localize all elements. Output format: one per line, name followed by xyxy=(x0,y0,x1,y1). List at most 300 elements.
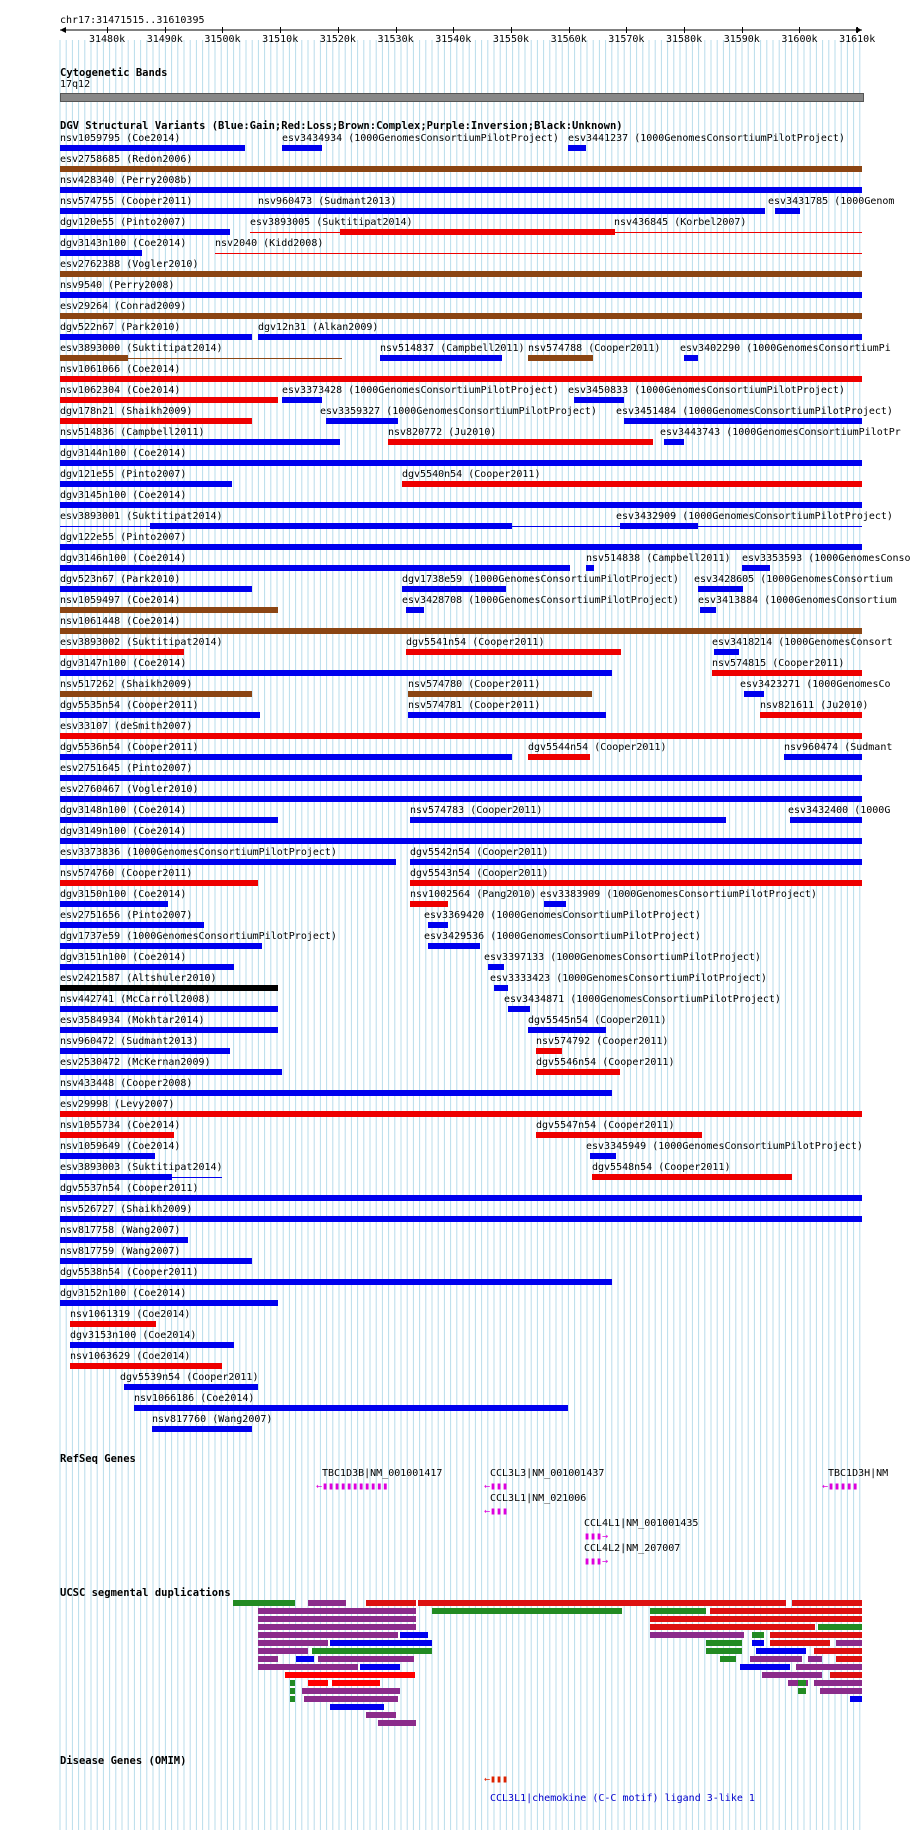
dgv-variant-label[interactable]: esv3893000 (Suktitipat2014) xyxy=(60,343,223,354)
dgv-variant-label[interactable]: esv3353593 (1000GenomesConso xyxy=(742,553,911,564)
dgv-variant-label[interactable]: nsv1061066 (Coe2014) xyxy=(60,364,181,375)
segdup-block[interactable] xyxy=(762,1672,822,1678)
dgv-variant-bar[interactable] xyxy=(700,607,716,613)
dgv-variant-label[interactable]: dgv5536n54 (Cooper2011) xyxy=(60,742,199,753)
dgv-variant-label[interactable]: esv3373836 (1000GenomesConsortiumPilotProject) xyxy=(60,847,337,858)
dgv-variant-bar[interactable] xyxy=(410,817,726,823)
dgv-variant-label[interactable]: esv3450833 (1000GenomesConsortiumPilotProject) xyxy=(568,385,845,396)
gene-label-ccl4l2[interactable]: CCL4L2|NM_207007 xyxy=(584,1543,681,1554)
gene-label-ccl3l1[interactable]: CCL3L1|NM_021006 xyxy=(490,1493,587,1504)
dgv-variant-bar[interactable] xyxy=(60,1216,862,1222)
gene-model-ccl3l1[interactable]: ←▮▮▮ xyxy=(484,1506,509,1517)
dgv-variant-label[interactable]: nsv1055734 (Coe2014) xyxy=(60,1120,181,1131)
dgv-variant-bar[interactable] xyxy=(406,607,424,613)
dgv-variant-bar[interactable] xyxy=(624,418,862,424)
dgv-variant-bar[interactable] xyxy=(60,187,862,193)
dgv-variant-label[interactable]: esv3893002 (Suktitipat2014) xyxy=(60,637,223,648)
segdup-block[interactable] xyxy=(820,1688,862,1694)
dgv-variant-bar[interactable] xyxy=(60,166,862,172)
dgv-variant-bar[interactable] xyxy=(408,691,592,697)
dgv-variant-bar[interactable] xyxy=(60,1132,174,1138)
dgv-variant-label[interactable]: nsv514838 (Campbell2011) xyxy=(586,553,731,564)
dgv-variant-bar[interactable] xyxy=(586,565,594,571)
segdup-block[interactable] xyxy=(290,1696,295,1702)
segdup-block[interactable] xyxy=(818,1624,862,1630)
dgv-variant-label[interactable]: nsv817758 (Wang2007) xyxy=(60,1225,181,1236)
dgv-variant-bar[interactable] xyxy=(326,418,398,424)
dgv-variant-bar[interactable] xyxy=(60,649,184,655)
dgv-variant-bar[interactable] xyxy=(60,1300,278,1306)
dgv-variant-bar[interactable] xyxy=(250,232,862,233)
dgv-variant-bar[interactable] xyxy=(784,754,862,760)
dgv-variant-label[interactable]: nsv817759 (Wang2007) xyxy=(60,1246,181,1257)
dgv-variant-bar[interactable] xyxy=(215,253,862,254)
segdup-block[interactable] xyxy=(770,1632,862,1638)
dgv-variant-bar[interactable] xyxy=(664,439,684,445)
dgv-variant-bar[interactable] xyxy=(775,208,800,214)
dgv-variant-label[interactable]: dgv5538n54 (Cooper2011) xyxy=(60,1267,199,1278)
dgv-variant-bar[interactable] xyxy=(60,586,252,592)
segdup-block[interactable] xyxy=(830,1672,862,1678)
segdup-block[interactable] xyxy=(258,1616,416,1622)
segdup-block[interactable] xyxy=(432,1608,622,1614)
segdup-block[interactable] xyxy=(366,1600,416,1606)
dgv-variant-label[interactable]: esv3413884 (1000GenomesConsortium xyxy=(698,595,897,606)
dgv-variant-label[interactable]: nsv574783 (Cooper2011) xyxy=(410,805,543,816)
dgv-variant-bar[interactable] xyxy=(70,1342,234,1348)
dgv-variant-bar[interactable] xyxy=(60,418,252,424)
dgv-variant-label[interactable]: esv3423271 (1000GenomesCo xyxy=(740,679,891,690)
dgv-variant-label[interactable]: nsv574792 (Cooper2011) xyxy=(536,1036,669,1047)
dgv-variant-bar[interactable] xyxy=(592,1174,792,1180)
dgv-variant-label[interactable]: dgv5537n54 (Cooper2011) xyxy=(60,1183,199,1194)
dgv-variant-bar[interactable] xyxy=(60,838,862,844)
dgv-variant-bar[interactable] xyxy=(60,250,142,256)
dgv-variant-label[interactable]: dgv3148n100 (Coe2014) xyxy=(60,805,187,816)
dgv-variant-label[interactable]: dgv5545n54 (Cooper2011) xyxy=(528,1015,667,1026)
segdup-block[interactable] xyxy=(752,1632,764,1638)
segdup-block[interactable] xyxy=(330,1640,432,1646)
dgv-variant-label[interactable]: nsv574760 (Cooper2011) xyxy=(60,868,193,879)
segdup-block[interactable] xyxy=(792,1600,862,1606)
dgv-variant-label[interactable]: esv3451484 (1000GenomesConsortiumPilotProject) xyxy=(616,406,893,417)
dgv-variant-label[interactable]: esv2762388 (Vogler2010) xyxy=(60,259,199,270)
dgv-variant-bar[interactable] xyxy=(60,460,862,466)
dgv-variant-bar[interactable] xyxy=(70,1321,156,1327)
segdup-block[interactable] xyxy=(258,1648,308,1654)
segdup-block[interactable] xyxy=(258,1640,328,1646)
dgv-variant-label[interactable]: esv3428708 (1000GenomesConsortiumPilotProject) xyxy=(402,595,679,606)
dgv-variant-bar[interactable] xyxy=(536,1048,562,1054)
dgv-variant-bar[interactable] xyxy=(760,712,862,718)
dgv-variant-label[interactable]: nsv1059649 (Coe2014) xyxy=(60,1141,181,1152)
dgv-variant-bar[interactable] xyxy=(60,922,204,928)
dgv-variant-label[interactable]: dgv5548n54 (Cooper2011) xyxy=(592,1162,731,1173)
dgv-variant-bar[interactable] xyxy=(574,397,624,403)
dgv-variant-bar[interactable] xyxy=(282,397,322,403)
dgv-variant-label[interactable]: esv3432400 (1000G xyxy=(788,805,891,816)
segdup-block[interactable] xyxy=(258,1608,416,1614)
dgv-variant-bar[interactable] xyxy=(60,775,862,781)
dgv-variant-bar[interactable] xyxy=(528,1027,606,1033)
dgv-variant-bar[interactable] xyxy=(528,754,590,760)
dgv-variant-bar[interactable] xyxy=(282,145,322,151)
dgv-variant-label[interactable]: esv3345949 (1000GenomesConsortiumPilotProject) xyxy=(586,1141,863,1152)
dgv-variant-bar[interactable] xyxy=(568,145,586,151)
dgv-variant-label[interactable]: nsv9540 (Perry2008) xyxy=(60,280,175,291)
dgv-variant-label[interactable]: esv29264 (Conrad2009) xyxy=(60,301,187,312)
dgv-variant-bar[interactable] xyxy=(428,943,480,949)
dgv-variant-label[interactable]: nsv960474 (Sudmant xyxy=(784,742,893,753)
gene-model-ccl4l1[interactable]: ▮▮▮→ xyxy=(584,1531,609,1542)
dgv-variant-bar[interactable] xyxy=(60,1006,278,1012)
dgv-variant-label[interactable]: nsv817760 (Wang2007) xyxy=(152,1414,273,1425)
dgv-variant-bar[interactable] xyxy=(60,691,252,697)
dgv-variant-bar[interactable] xyxy=(536,1069,620,1075)
segdup-block[interactable] xyxy=(258,1624,416,1630)
dgv-variant-bar[interactable] xyxy=(60,229,230,235)
dgv-variant-label[interactable]: nsv428340 (Perry2008b) xyxy=(60,175,193,186)
dgv-variant-bar[interactable] xyxy=(488,964,504,970)
dgv-variant-bar[interactable] xyxy=(60,1111,862,1117)
dgv-variant-label[interactable]: esv3893001 (Suktitipat2014) xyxy=(60,511,223,522)
dgv-variant-bar[interactable] xyxy=(528,355,593,361)
dgv-variant-label[interactable]: dgv1738e59 (1000GenomesConsortiumPilotProject) xyxy=(402,574,679,585)
dgv-variant-bar[interactable] xyxy=(590,1153,616,1159)
segdup-block[interactable] xyxy=(302,1688,400,1694)
segdup-block[interactable] xyxy=(650,1624,815,1630)
segdup-block[interactable] xyxy=(740,1664,790,1670)
dgv-variant-bar[interactable] xyxy=(60,1153,155,1159)
segdup-block[interactable] xyxy=(418,1600,786,1606)
dgv-variant-bar[interactable] xyxy=(60,397,278,403)
dgv-variant-bar[interactable] xyxy=(60,1258,252,1264)
dgv-variant-label[interactable]: esv3584934 (Mokhtar2014) xyxy=(60,1015,205,1026)
dgv-variant-bar[interactable] xyxy=(60,901,168,907)
dgv-variant-bar[interactable] xyxy=(402,586,506,592)
dgv-variant-label[interactable]: esv3893003 (Suktitipat2014) xyxy=(60,1162,223,1173)
segdup-block[interactable] xyxy=(312,1648,432,1654)
dgv-variant-bar[interactable] xyxy=(60,943,262,949)
segdup-block[interactable] xyxy=(308,1680,328,1686)
dgv-variant-label[interactable]: dgv5543n54 (Cooper2011) xyxy=(410,868,549,879)
dgv-variant-bar[interactable] xyxy=(714,649,739,655)
dgv-variant-bar[interactable] xyxy=(124,1384,258,1390)
segdup-block[interactable] xyxy=(798,1688,806,1694)
dgv-variant-bar[interactable] xyxy=(60,880,258,886)
dgv-variant-bar[interactable] xyxy=(60,1195,862,1201)
dgv-variant-label[interactable]: dgv3149n100 (Coe2014) xyxy=(60,826,187,837)
dgv-variant-label[interactable]: nsv2040 (Kidd2008) xyxy=(215,238,324,249)
dgv-variant-bar[interactable] xyxy=(60,481,232,487)
dgv-variant-bar[interactable] xyxy=(402,481,862,487)
dgv-variant-label[interactable]: esv33107 (deSmith2007) xyxy=(60,721,193,732)
dgv-variant-bar[interactable] xyxy=(684,355,698,361)
dgv-variant-bar[interactable] xyxy=(60,334,252,340)
segdup-block[interactable] xyxy=(706,1648,742,1654)
segdup-block[interactable] xyxy=(850,1696,862,1702)
dgv-variant-label[interactable]: nsv960472 (Sudmant2013) xyxy=(60,1036,199,1047)
dgv-variant-label[interactable]: dgv120e55 (Pinto2007) xyxy=(60,217,187,228)
dgv-variant-bar[interactable] xyxy=(494,985,508,991)
dgv-variant-label[interactable]: esv2751656 (Pinto2007) xyxy=(60,910,193,921)
dgv-variant-label[interactable]: dgv3143n100 (Coe2014) xyxy=(60,238,187,249)
refseq-title: RefSeq Genes xyxy=(60,1453,136,1465)
dgv-variant-bar[interactable] xyxy=(60,733,862,739)
dgv-variant-label[interactable]: esv3441237 (1000GenomesConsortiumPilotProject) xyxy=(568,133,845,144)
segdup-block[interactable] xyxy=(330,1704,384,1710)
cytoband-bar[interactable] xyxy=(60,93,864,102)
segdup-block[interactable] xyxy=(332,1680,380,1686)
segdup-block[interactable] xyxy=(400,1632,428,1638)
dgv-variant-label[interactable]: dgv3151n100 (Coe2014) xyxy=(60,952,187,963)
gene-model-ccl3l3[interactable]: ←▮▮▮ xyxy=(484,1481,509,1492)
dgv-variant-label[interactable]: nsv442741 (McCarroll2008) xyxy=(60,994,211,1005)
dgv-variant-bar[interactable] xyxy=(258,334,862,340)
omim-gene-model[interactable]: ←▮▮▮ xyxy=(484,1774,509,1785)
dgv-variant-bar[interactable] xyxy=(544,901,566,907)
segdup-block[interactable] xyxy=(756,1648,806,1654)
segdup-block[interactable] xyxy=(378,1720,416,1726)
segdup-block[interactable] xyxy=(750,1656,802,1662)
segdup-block[interactable] xyxy=(233,1600,295,1606)
dgv-variant-label[interactable]: esv3428605 (1000GenomesConsortium xyxy=(694,574,893,585)
dgv-variant-bar[interactable] xyxy=(60,1027,278,1033)
dgv-variant-label[interactable]: dgv178n21 (Shaikh2009) xyxy=(60,406,193,417)
segdup-block[interactable] xyxy=(814,1680,862,1686)
dgv-variant-label[interactable]: nsv1059795 (Coe2014) xyxy=(60,133,181,144)
dgv-variant-label[interactable]: dgv5541n54 (Cooper2011) xyxy=(406,637,545,648)
dgv-variant-label[interactable]: esv2760467 (Vogler2010) xyxy=(60,784,199,795)
dgv-variant-label[interactable]: dgv122e55 (Pinto2007) xyxy=(60,532,187,543)
dgv-variant-label[interactable]: esv3443743 (1000GenomesConsortiumPilotPr xyxy=(660,427,901,438)
dgv-variant-bar[interactable] xyxy=(152,1426,252,1432)
omim-title: Disease Genes (OMIM) xyxy=(60,1755,187,1767)
dgv-variant-bar[interactable] xyxy=(60,859,396,865)
segdup-block[interactable] xyxy=(836,1640,862,1646)
dgv-variant-label[interactable]: dgv3146n100 (Coe2014) xyxy=(60,553,187,564)
segdup-block[interactable] xyxy=(836,1656,862,1662)
dgv-variant-bar[interactable] xyxy=(60,712,260,718)
gene-model-ccl4l2[interactable]: ▮▮▮→ xyxy=(584,1556,609,1567)
segdup-block[interactable] xyxy=(814,1648,862,1654)
segdup-block[interactable] xyxy=(798,1680,806,1686)
segdup-block[interactable] xyxy=(258,1664,358,1670)
segdup-block[interactable] xyxy=(296,1656,314,1662)
dgv-variant-bar[interactable] xyxy=(60,145,245,151)
dgv-variant-label[interactable]: nsv436845 (Korbel2007) xyxy=(614,217,747,228)
dgv-variant-bar[interactable] xyxy=(60,796,862,802)
dgv-variant-bar[interactable] xyxy=(60,502,862,508)
dgv-variant-bar[interactable] xyxy=(744,691,764,697)
dgv-variant-label[interactable]: nsv574755 (Cooper2011) xyxy=(60,196,193,207)
segdup-block[interactable] xyxy=(360,1664,400,1670)
dgv-variant-label[interactable]: esv3418214 (1000GenomesConsort xyxy=(712,637,893,648)
dgv-variant-bar[interactable] xyxy=(60,607,278,613)
dgv-variant-label[interactable]: esv3369420 (1000GenomesConsortiumPilotProject) xyxy=(424,910,701,921)
gene-label-tbc1d3b[interactable]: TBC1D3B|NM_001001417 xyxy=(322,1468,443,1479)
dgv-variant-label[interactable]: esv2530472 (McKernan2009) xyxy=(60,1057,211,1068)
dgv-variant-label[interactable]: nsv574780 (Cooper2011) xyxy=(408,679,541,690)
dgv-variant-bar[interactable] xyxy=(60,313,862,319)
dgv-variant-label[interactable]: esv3359327 (1000GenomesConsortiumPilotProject) xyxy=(320,406,597,417)
segdup-block[interactable] xyxy=(706,1640,742,1646)
gene-label-ccl4l1[interactable]: CCL4L1|NM_001001435 xyxy=(584,1518,699,1529)
dgv-variant-label[interactable]: dgv3147n100 (Coe2014) xyxy=(60,658,187,669)
dgv-variant-label[interactable]: nsv514837 (Campbell2011) xyxy=(380,343,525,354)
segdup-block[interactable] xyxy=(258,1656,278,1662)
dgv-variant-bar[interactable] xyxy=(508,1006,530,1012)
dgv-variant-label[interactable]: nsv820772 (Ju2010) xyxy=(388,427,497,438)
dgv-variant-label[interactable]: dgv5540n54 (Cooper2011) xyxy=(402,469,541,480)
segdup-block[interactable] xyxy=(304,1696,398,1702)
segdup-block[interactable] xyxy=(308,1600,346,1606)
dgv-variant-label[interactable]: dgv1737e59 (1000GenomesConsortiumPilotProject) xyxy=(60,931,337,942)
segdup-block[interactable] xyxy=(318,1656,414,1662)
dgv-variant-label[interactable]: nsv1002564 (Pang2010) xyxy=(410,889,537,900)
dgv-variant-label[interactable]: nsv514836 (Campbell2011) xyxy=(60,427,205,438)
dgv-variant-label[interactable]: dgv523n67 (Park2010) xyxy=(60,574,181,585)
gene-label-tbc1d3h[interactable]: TBC1D3H|NM xyxy=(828,1468,889,1479)
dgv-variant-label[interactable]: nsv1063629 (Coe2014) xyxy=(70,1351,191,1362)
dgv-variant-bar[interactable] xyxy=(60,1048,230,1054)
dgv-variant-bar[interactable] xyxy=(620,523,698,529)
dgv-variant-label[interactable]: nsv1066186 (Coe2014) xyxy=(134,1393,255,1404)
dgv-variant-bar[interactable] xyxy=(388,439,653,445)
dgv-variant-bar[interactable] xyxy=(70,1363,222,1369)
dgv-variant-label[interactable]: dgv121e55 (Pinto2007) xyxy=(60,469,187,480)
dgv-variant-bar[interactable] xyxy=(406,649,621,655)
dgv-variant-label[interactable]: dgv5544n54 (Cooper2011) xyxy=(528,742,667,753)
dgv-variant-bar[interactable] xyxy=(60,271,862,277)
dgv-variant-bar[interactable] xyxy=(60,964,234,970)
dgv-variant-label[interactable]: nsv574781 (Cooper2011) xyxy=(408,700,541,711)
segdup-block[interactable] xyxy=(796,1664,862,1670)
segdup-block[interactable] xyxy=(720,1656,736,1662)
dgv-variant-label[interactable]: dgv3145n100 (Coe2014) xyxy=(60,490,187,501)
segdup-block[interactable] xyxy=(650,1632,744,1638)
dgv-variant-label[interactable]: nsv1059497 (Coe2014) xyxy=(60,595,181,606)
dgv-variant-bar[interactable] xyxy=(380,355,502,361)
segdup-block[interactable] xyxy=(290,1680,295,1686)
dgv-variant-label[interactable]: nsv821611 (Ju2010) xyxy=(760,700,869,711)
segdup-block[interactable] xyxy=(285,1672,415,1678)
dgv-variant-bar[interactable] xyxy=(60,208,765,214)
dgv-variant-label[interactable]: dgv3150n100 (Coe2014) xyxy=(60,889,187,900)
dgv-variant-label[interactable]: nsv517262 (Shaikh2009) xyxy=(60,679,193,690)
dgv-variant-bar[interactable] xyxy=(428,922,448,928)
dgv-variant-label[interactable]: dgv5535n54 (Cooper2011) xyxy=(60,700,199,711)
gene-label-ccl3l3[interactable]: CCL3L3|NM_001001437 xyxy=(490,1468,605,1479)
segdup-block[interactable] xyxy=(710,1608,862,1614)
segdup-block[interactable] xyxy=(290,1688,295,1694)
dgv-variant-bar[interactable] xyxy=(790,817,862,823)
dgv-variant-label[interactable]: esv3429536 (1000GenomesConsortiumPilotProject) xyxy=(424,931,701,942)
dgv-variant-label[interactable]: esv2421587 (Altshuler2010) xyxy=(60,973,217,984)
segdup-block[interactable] xyxy=(650,1608,706,1614)
dgv-variant-bar[interactable] xyxy=(150,523,512,529)
segdup-block[interactable] xyxy=(366,1712,396,1718)
dgv-variant-bar[interactable] xyxy=(60,754,512,760)
dgv-variant-bar[interactable] xyxy=(60,544,862,550)
dgv-variant-bar[interactable] xyxy=(410,901,448,907)
dgv-variant-label[interactable]: dgv5539n54 (Cooper2011) xyxy=(120,1372,259,1383)
dgv-variant-label[interactable]: nsv1061319 (Coe2014) xyxy=(70,1309,191,1320)
dgv-variant-bar[interactable] xyxy=(60,1177,222,1178)
dgv-variant-label[interactable]: dgv5546n54 (Cooper2011) xyxy=(536,1057,675,1068)
dgv-variant-bar[interactable] xyxy=(60,565,570,571)
dgv-variant-bar[interactable] xyxy=(134,1405,568,1411)
segdup-block[interactable] xyxy=(808,1656,822,1662)
dgv-variant-label[interactable]: esv3432909 (1000GenomesConsortiumPilotProject) xyxy=(616,511,893,522)
dgv-variant-bar[interactable] xyxy=(60,1090,612,1096)
segdup-block[interactable] xyxy=(650,1616,862,1622)
dgv-variant-bar[interactable] xyxy=(60,817,278,823)
omim-gene-label[interactable]: CCL3L1|chemokine (C-C motif) ligand 3-like 1 xyxy=(490,1793,755,1804)
dgv-variant-label[interactable]: esv29998 (Levy2007) xyxy=(60,1099,175,1110)
dgv-variant-label[interactable]: dgv3153n100 (Coe2014) xyxy=(70,1330,197,1341)
dgv-variant-label[interactable]: esv3373428 (1000GenomesConsortiumPilotProject) xyxy=(282,385,559,396)
dgv-variant-label[interactable]: nsv960473 (Sudmant2013) xyxy=(258,196,397,207)
dgv-variant-bar[interactable] xyxy=(712,670,862,676)
dgv-variant-label[interactable]: esv2751645 (Pinto2007) xyxy=(60,763,193,774)
dgv-variant-label[interactable]: esv3333423 (1000GenomesConsortiumPilotProject) xyxy=(490,973,767,984)
dgv-variant-label[interactable]: nsv574815 (Cooper2011) xyxy=(712,658,845,669)
dgv-variant-label[interactable]: nsv1062304 (Coe2014) xyxy=(60,385,181,396)
dgv-variant-label[interactable]: esv3434871 (1000GenomesConsortiumPilotProject) xyxy=(504,994,781,1005)
dgv-variant-bar[interactable] xyxy=(410,880,862,886)
dgv-variant-bar[interactable] xyxy=(60,670,612,676)
gene-model-tbc1d3b[interactable]: ←▮▮▮▮▮▮▮▮▮▮▮ xyxy=(316,1481,389,1492)
dgv-variant-label[interactable]: nsv574788 (Cooper2011) xyxy=(528,343,661,354)
dgv-variant-label[interactable]: esv3434934 (1000GenomesConsortiumPilotProject) xyxy=(282,133,559,144)
dgv-variant-bar[interactable] xyxy=(60,358,342,359)
dgv-variant-bar[interactable] xyxy=(408,712,606,718)
dgv-variant-label[interactable]: dgv522n67 (Park2010) xyxy=(60,322,181,333)
dgv-variant-bar[interactable] xyxy=(60,1237,188,1243)
dgv-variant-bar[interactable] xyxy=(742,565,770,571)
dgv-variant-label[interactable]: dgv12n31 (Alkan2009) xyxy=(258,322,379,333)
dgv-variant-label[interactable]: dgv5542n54 (Cooper2011) xyxy=(410,847,549,858)
dgv-variant-label[interactable]: nsv526727 (Shaikh2009) xyxy=(60,1204,193,1215)
dgv-variant-label[interactable]: esv3402290 (1000GenomesConsortiumPi xyxy=(680,343,891,354)
dgv-variant-bar[interactable] xyxy=(60,628,862,634)
dgv-variant-bar[interactable] xyxy=(60,985,278,991)
dgv-variant-bar[interactable] xyxy=(60,292,862,298)
gene-model-tbc1d3h[interactable]: ←▮▮▮▮▮ xyxy=(822,1481,859,1492)
dgv-variant-label[interactable]: dgv5547n54 (Cooper2011) xyxy=(536,1120,675,1131)
dgv-variant-bar[interactable] xyxy=(536,1132,702,1138)
dgv-variant-bar[interactable] xyxy=(60,376,862,382)
segdup-block[interactable] xyxy=(752,1640,764,1646)
dgv-variant-label[interactable]: esv2758685 (Redon2006) xyxy=(60,154,193,165)
dgv-variant-bar[interactable] xyxy=(60,439,340,445)
dgv-variant-label[interactable]: esv3431785 (1000Genom xyxy=(768,196,895,207)
dgv-variant-label[interactable]: nsv1061448 (Coe2014) xyxy=(60,616,181,627)
dgv-variant-bar[interactable] xyxy=(60,1069,282,1075)
dgv-variant-label[interactable]: dgv3144n100 (Coe2014) xyxy=(60,448,187,459)
segdup-block[interactable] xyxy=(258,1632,398,1638)
dgv-variant-label[interactable]: dgv3152n100 (Coe2014) xyxy=(60,1288,187,1299)
dgv-variant-bar[interactable] xyxy=(698,586,743,592)
dgv-variant-label[interactable]: esv3893005 (Suktitipat2014) xyxy=(250,217,413,228)
dgv-variant-label[interactable]: esv3383909 (1000GenomesConsortiumPilotProject) xyxy=(540,889,817,900)
dgv-variant-label[interactable]: nsv433448 (Cooper2008) xyxy=(60,1078,193,1089)
segdup-block[interactable] xyxy=(770,1640,830,1646)
dgv-variant-bar[interactable] xyxy=(60,1279,612,1285)
dgv-variant-label[interactable]: esv3397133 (1000GenomesConsortiumPilotProject) xyxy=(484,952,761,963)
dgv-variant-bar[interactable] xyxy=(410,859,862,865)
